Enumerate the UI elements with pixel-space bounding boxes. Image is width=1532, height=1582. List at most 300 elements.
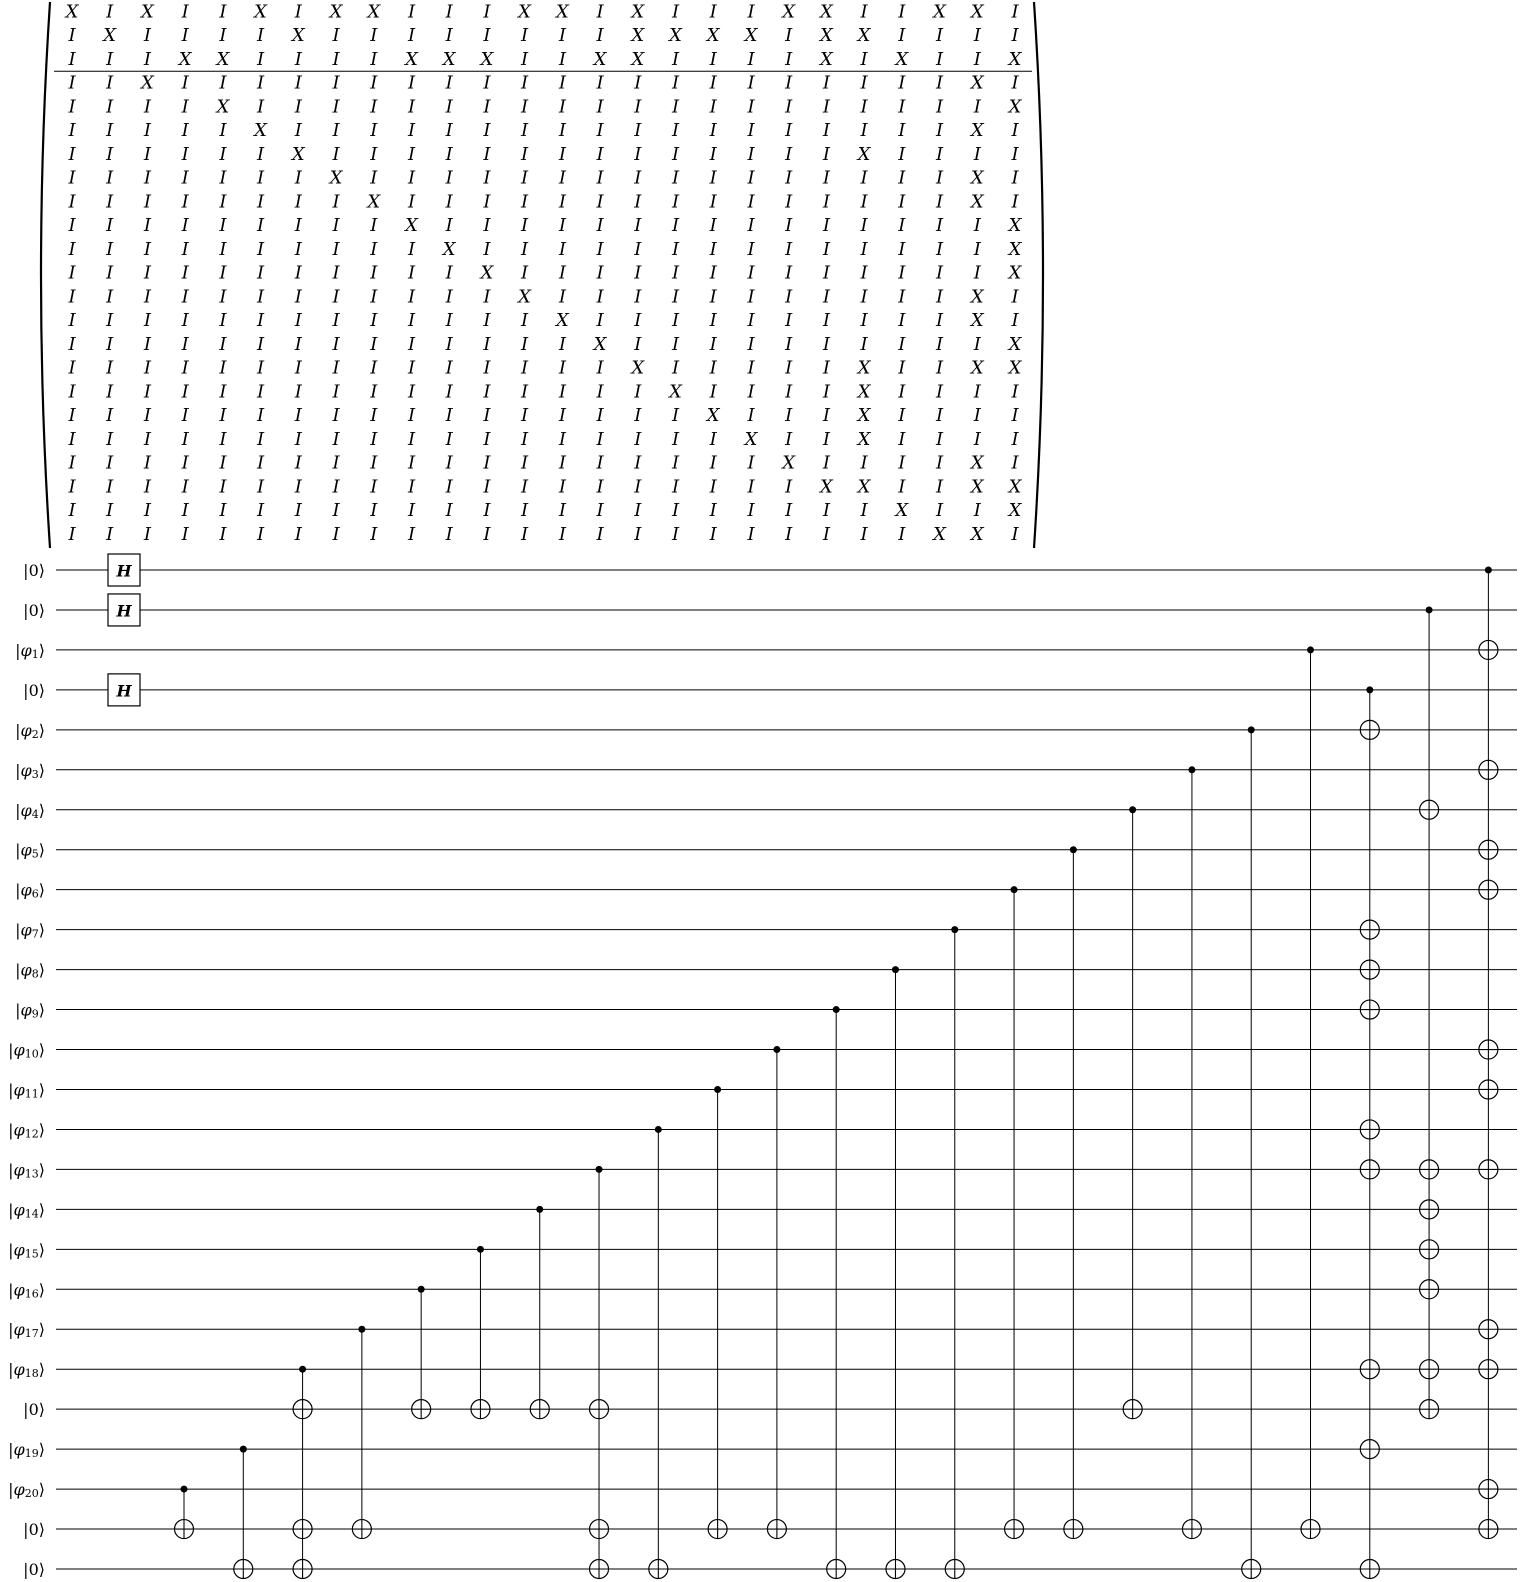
matrix-entry: I — [558, 476, 566, 498]
matrix-entry: I — [596, 72, 604, 94]
matrix-row — [67, 168, 1019, 189]
matrix-entry: I — [407, 1, 416, 23]
control-dot — [477, 1246, 484, 1253]
hadamard-label: H — [116, 601, 132, 621]
matrix-entry: I — [747, 238, 755, 260]
matrix-entry: I — [709, 143, 717, 165]
matrix-entry: X — [480, 262, 494, 284]
matrix-entry: I — [68, 215, 76, 237]
matrix-entry: I — [68, 143, 76, 165]
matrix-entry: I — [709, 72, 717, 94]
matrix-entry: X — [970, 476, 984, 498]
matrix-entry: X — [857, 405, 871, 427]
matrix-entry: I — [143, 428, 151, 450]
matrix-entry: X — [857, 143, 871, 165]
cnot-gate — [708, 1086, 727, 1539]
matrix-entry: I — [747, 310, 755, 332]
matrix-entry: I — [483, 238, 491, 260]
matrix-entry: I — [671, 357, 680, 379]
cnot-gate — [1182, 766, 1201, 1538]
matrix-entry: I — [860, 452, 868, 474]
matrix-entry: I — [445, 262, 453, 284]
matrix-entry: I — [747, 500, 755, 521]
matrix-entry: I — [936, 262, 944, 284]
matrix-entry: I — [407, 238, 416, 260]
matrix-entry: I — [445, 476, 453, 498]
matrix-entry: I — [521, 96, 529, 118]
matrix-entry: X — [895, 500, 909, 521]
matrix-entry: I — [407, 191, 416, 213]
matrix-entry: I — [219, 167, 227, 189]
cnot-gate — [293, 1366, 312, 1579]
matrix-entry: I — [370, 96, 378, 118]
matrix-entry: I — [407, 500, 416, 521]
matrix-entry: I — [521, 49, 529, 70]
matrix-entry: I — [219, 357, 227, 379]
matrix-entry: I — [332, 523, 340, 545]
matrix-entry: I — [634, 143, 642, 165]
matrix-entry: I — [785, 428, 793, 450]
matrix-entry: I — [370, 143, 378, 165]
matrix-entry: I — [860, 1, 868, 23]
matrix-entry: I — [181, 262, 189, 284]
matrix-entry: I — [785, 167, 793, 189]
matrix-entry: I — [106, 428, 114, 450]
matrix-entry: I — [709, 452, 717, 474]
matrix-row — [67, 453, 1019, 474]
matrix-entry: I — [68, 310, 76, 332]
matrix-entry: I — [709, 238, 717, 260]
matrix-entry: X — [329, 1, 343, 23]
matrix-row — [67, 215, 1022, 236]
matrix-entry: I — [106, 238, 114, 260]
matrix-entry: I — [709, 215, 717, 237]
matrix-entry: I — [634, 96, 642, 118]
matrix-entry: I — [521, 333, 529, 355]
control-dot — [1366, 686, 1373, 693]
matrix-entry: I — [521, 238, 529, 260]
control-dot — [833, 1006, 840, 1013]
matrix-entry: I — [143, 523, 151, 545]
matrix-entry: I — [596, 215, 604, 237]
matrix-entry: I — [822, 167, 830, 189]
matrix-entry: X — [970, 167, 984, 189]
wire-label: $|\varphi_5⟩$ — [15, 840, 45, 861]
matrix-entry: I — [106, 1, 114, 23]
matrix-entry: I — [709, 357, 717, 379]
matrix-entry: I — [634, 381, 642, 403]
matrix-entry: I — [370, 286, 378, 308]
matrix-entry: I — [68, 96, 76, 118]
matrix-entry: I — [936, 120, 944, 142]
matrix-entry: I — [521, 167, 529, 189]
wire-label: $|\varphi_{15}⟩$ — [8, 1239, 45, 1260]
matrix-entry: X — [819, 1, 833, 23]
matrix-entry: I — [558, 381, 566, 403]
matrix-entry: I — [860, 523, 868, 545]
matrix-entry: X — [744, 25, 758, 47]
matrix-entry: I — [370, 428, 378, 450]
matrix-entry: I — [936, 238, 944, 260]
matrix-entry: I — [106, 333, 114, 355]
matrix-entry: I — [407, 167, 416, 189]
matrix-entry: I — [558, 120, 566, 142]
matrix-entry: I — [860, 215, 868, 237]
control-dot — [181, 1486, 188, 1493]
matrix-entry: I — [558, 428, 566, 450]
matrix-entry: I — [860, 286, 868, 308]
matrix-entry: I — [257, 476, 265, 498]
matrix-entry: I — [332, 72, 340, 94]
matrix-entry: I — [709, 476, 717, 498]
matrix-entry: I — [558, 262, 566, 284]
matrix-entry: I — [332, 49, 340, 70]
control-dot — [951, 926, 958, 933]
matrix-entry: I — [822, 333, 830, 355]
matrix-entry: X — [933, 1, 947, 23]
matrix-entry: X — [631, 25, 645, 47]
control-dot — [1248, 726, 1255, 733]
matrix-entry: I — [596, 381, 604, 403]
matrix-entry: I — [521, 500, 529, 521]
matrix-row — [67, 120, 1019, 141]
matrix-entry: I — [898, 167, 906, 189]
matrix-entry: I — [332, 262, 340, 284]
control-dot — [892, 966, 899, 973]
matrix-entry: I — [445, 215, 453, 237]
matrix-entry: X — [819, 49, 833, 70]
matrix-entry: I — [860, 72, 868, 94]
matrix-entry: I — [294, 523, 302, 545]
matrix-entry: I — [558, 191, 566, 213]
matrix-entry: I — [822, 405, 830, 427]
matrix-entry: I — [747, 167, 755, 189]
wire-label: $|\varphi_{12}⟩$ — [8, 1119, 45, 1140]
matrix-entry: X — [669, 25, 682, 47]
matrix-entry: I — [483, 96, 491, 118]
matrix-entry: I — [332, 500, 340, 521]
matrix-entry: I — [973, 215, 981, 237]
matrix-entry: I — [973, 500, 981, 521]
matrix-entry: I — [634, 286, 642, 308]
matrix-entry: X — [857, 357, 871, 379]
matrix-entry: I — [445, 333, 453, 355]
matrix-entry: X — [1008, 333, 1022, 355]
matrix-row — [67, 476, 1022, 497]
matrix-entry: I — [219, 72, 227, 94]
matrix-entry: I — [521, 310, 529, 332]
wire-label: |0⟩ — [23, 1559, 45, 1579]
hadamard-label: H — [116, 561, 132, 581]
matrix-entry: I — [407, 523, 416, 545]
control-dot — [358, 1326, 365, 1333]
matrix-entry: I — [445, 96, 453, 118]
cnot-gate — [649, 1126, 668, 1579]
matrix-entry: I — [106, 500, 114, 521]
matrix-entry: I — [332, 120, 340, 142]
matrix-entry: I — [294, 120, 302, 142]
matrix-entry: I — [143, 215, 151, 237]
matrix-entry: I — [483, 25, 491, 47]
wire-label: $|\varphi_{10}⟩$ — [8, 1040, 45, 1061]
matrix-entry: I — [860, 500, 868, 521]
matrix-entry: I — [634, 215, 642, 237]
matrix-entry: I — [143, 120, 151, 142]
matrix-entry: I — [407, 333, 416, 355]
matrix-entry: I — [68, 167, 76, 189]
matrix-entry: I — [445, 167, 453, 189]
matrix-entry: I — [936, 286, 944, 308]
matrix-entry: I — [370, 310, 378, 332]
matrix-entry: I — [106, 167, 114, 189]
matrix-entry: I — [936, 428, 944, 450]
matrix-entry: I — [785, 310, 793, 332]
matrix-entry: I — [634, 428, 642, 450]
cnot-gate — [767, 1046, 786, 1539]
matrix-entry: I — [596, 25, 604, 47]
matrix-row — [67, 286, 1019, 307]
matrix-entry: I — [332, 381, 340, 403]
matrix-entry: I — [558, 357, 566, 379]
matrix-entry: I — [822, 262, 830, 284]
matrix-entry: I — [709, 167, 717, 189]
matrix-entry: I — [973, 238, 981, 260]
matrix-entry: I — [219, 310, 227, 332]
matrix-entry: I — [936, 357, 944, 379]
matrix-entry: I — [332, 405, 340, 427]
matrix-entry: I — [1011, 120, 1019, 142]
matrix-entry: I — [822, 72, 830, 94]
matrix-entry: I — [860, 167, 868, 189]
control-dot — [1188, 766, 1195, 773]
matrix-entry: I — [634, 72, 642, 94]
matrix-entry: I — [483, 500, 491, 521]
matrix-entry: I — [1011, 191, 1019, 213]
matrix-entry: I — [483, 72, 491, 94]
matrix-entry: I — [445, 500, 453, 521]
matrix-entry: I — [898, 143, 906, 165]
matrix-entry: I — [558, 25, 566, 47]
matrix-entry: I — [445, 120, 453, 142]
matrix-entry: I — [521, 25, 529, 47]
matrix-entry: X — [706, 405, 720, 427]
matrix-entry: I — [521, 72, 529, 94]
cnot-gate — [1420, 606, 1439, 1418]
matrix-entry: I — [483, 286, 491, 308]
matrix-entry: I — [181, 96, 189, 118]
matrix-entry: I — [747, 96, 755, 118]
matrix-entry: I — [898, 381, 906, 403]
matrix-entry: I — [785, 238, 793, 260]
cnot-gate — [886, 966, 905, 1578]
matrix-entry: I — [445, 72, 453, 94]
matrix-row — [67, 500, 1022, 521]
matrix-entry: I — [483, 357, 491, 379]
matrix-entry: X — [178, 49, 192, 70]
matrix-entry: I — [785, 333, 793, 355]
matrix-entry: I — [747, 143, 755, 165]
matrix-entry: I — [106, 262, 114, 284]
matrix-entry: X — [706, 25, 720, 47]
matrix-entry: I — [181, 167, 189, 189]
matrix-entry: X — [140, 72, 154, 94]
matrix-entry: I — [596, 96, 604, 118]
matrix-entry: I — [181, 120, 189, 142]
matrix-entry: I — [294, 167, 302, 189]
control-dot — [536, 1206, 543, 1213]
matrix-entry: I — [370, 167, 378, 189]
matrix-entry: I — [671, 405, 680, 427]
matrix-entry: I — [822, 428, 830, 450]
matrix-entry: I — [181, 523, 189, 545]
wire-label: $|\varphi_{18}⟩$ — [8, 1359, 45, 1380]
matrix-entry: I — [558, 72, 566, 94]
matrix-entry: I — [936, 72, 944, 94]
matrix-entry: I — [671, 286, 680, 308]
wire-label: $|\varphi_8⟩$ — [15, 960, 45, 981]
matrix-entry: I — [370, 500, 378, 521]
matrix-entry: I — [143, 452, 151, 474]
matrix-entry: I — [106, 452, 114, 474]
matrix-entry: I — [219, 452, 227, 474]
matrix-entry: I — [219, 215, 227, 237]
matrix-entry: I — [219, 500, 227, 521]
cnot-gate — [945, 926, 964, 1578]
control-dot — [418, 1286, 425, 1293]
matrix-entry: I — [68, 405, 76, 427]
matrix-entry: I — [671, 72, 680, 94]
matrix-entry: I — [785, 523, 793, 545]
matrix-entry: I — [445, 381, 453, 403]
matrix-entry: I — [709, 381, 717, 403]
matrix-entry: I — [822, 286, 830, 308]
matrix-entry: I — [257, 357, 265, 379]
wire-label: $|\varphi_3⟩$ — [15, 760, 45, 781]
matrix-entry: I — [445, 1, 453, 23]
control-dot — [1070, 846, 1077, 853]
matrix-entry: I — [483, 191, 491, 213]
matrix-entry: I — [521, 357, 529, 379]
matrix-entry: I — [558, 167, 566, 189]
matrix-entry: I — [445, 143, 453, 165]
matrix-entry: I — [822, 523, 830, 545]
matrix-entry: I — [143, 191, 151, 213]
matrix-entry: X — [970, 357, 984, 379]
matrix-entry: I — [143, 333, 151, 355]
matrix-entry: I — [709, 523, 717, 545]
control-dot — [1485, 567, 1492, 574]
matrix-entry: X — [970, 191, 984, 213]
matrix-entry: I — [898, 191, 906, 213]
matrix-entry: X — [631, 49, 645, 70]
matrix-entry: I — [596, 120, 604, 142]
matrix-entry: I — [370, 452, 378, 474]
matrix-entry: I — [634, 167, 642, 189]
quantum-circuit — [8, 554, 1517, 1579]
matrix-entry: I — [106, 72, 114, 94]
matrix-entry: I — [558, 49, 566, 70]
matrix-entry: I — [257, 286, 265, 308]
matrix-entry: X — [405, 49, 418, 70]
matrix-entry: I — [558, 405, 566, 427]
matrix-entry: X — [669, 381, 682, 403]
wire-label: |0⟩ — [23, 1399, 45, 1419]
matrix-entry: I — [370, 25, 378, 47]
cnot-gate — [234, 1446, 253, 1579]
matrix-entry: I — [936, 405, 944, 427]
matrix-entry: I — [596, 143, 604, 165]
control-dot — [240, 1446, 247, 1453]
matrix-entry: I — [596, 167, 604, 189]
matrix-entry: I — [596, 452, 604, 474]
matrix-entry: I — [68, 476, 76, 498]
wire-label: |0⟩ — [23, 560, 45, 580]
matrix-entry: I — [219, 238, 227, 260]
matrix-entry: X — [782, 452, 796, 474]
matrix-entry: I — [521, 381, 529, 403]
matrix-entry: I — [257, 381, 265, 403]
matrix-entry: I — [785, 262, 793, 284]
matrix-entry: I — [973, 428, 981, 450]
matrix-entry: I — [143, 262, 151, 284]
matrix-entry: I — [483, 428, 491, 450]
matrix-entry: X — [103, 25, 117, 47]
matrix-entry: I — [483, 452, 491, 474]
matrix-entry: I — [521, 191, 529, 213]
matrix-entry: I — [68, 381, 76, 403]
matrix-entry: I — [370, 523, 378, 545]
cnot-gate — [827, 1006, 846, 1578]
matrix-entry: I — [1011, 25, 1019, 47]
matrix-entry: I — [143, 357, 151, 379]
matrix-entry: I — [558, 143, 566, 165]
matrix-entry: I — [407, 72, 416, 94]
matrix-entry: I — [1011, 143, 1019, 165]
matrix-entry: I — [483, 215, 491, 237]
matrix-entry: I — [785, 357, 793, 379]
matrix-entry: I — [68, 262, 76, 284]
matrix-entry: X — [1008, 238, 1022, 260]
control-dot — [773, 1046, 780, 1053]
matrix-entry: I — [973, 333, 981, 355]
matrix-entry: I — [370, 381, 378, 403]
matrix-entry: I — [596, 310, 604, 332]
matrix-entry: I — [181, 1, 189, 23]
matrix-entry: I — [671, 120, 680, 142]
matrix-entry: I — [558, 523, 566, 545]
wire-label: $|\varphi_9⟩$ — [15, 1000, 45, 1021]
matrix-entry: I — [747, 286, 755, 308]
matrix-entry: I — [973, 381, 981, 403]
matrix-entry: I — [558, 286, 566, 308]
matrix-entry: X — [895, 49, 909, 70]
matrix-entry: I — [596, 191, 604, 213]
matrix-entry: I — [860, 49, 868, 70]
matrix-entry: I — [747, 215, 755, 237]
matrix-entry: I — [785, 405, 793, 427]
matrix-entry: X — [857, 25, 871, 47]
matrix-entry: I — [747, 49, 755, 70]
matrix-entry: I — [294, 476, 302, 498]
matrix-entry: I — [936, 215, 944, 237]
matrix-entry: I — [68, 523, 76, 545]
matrix-entry: I — [143, 476, 151, 498]
matrix-entry: I — [936, 333, 944, 355]
matrix-entry: I — [898, 215, 906, 237]
matrix-entry: I — [521, 262, 529, 284]
matrix-entry: I — [294, 405, 302, 427]
cnot-gate — [1360, 686, 1379, 1578]
